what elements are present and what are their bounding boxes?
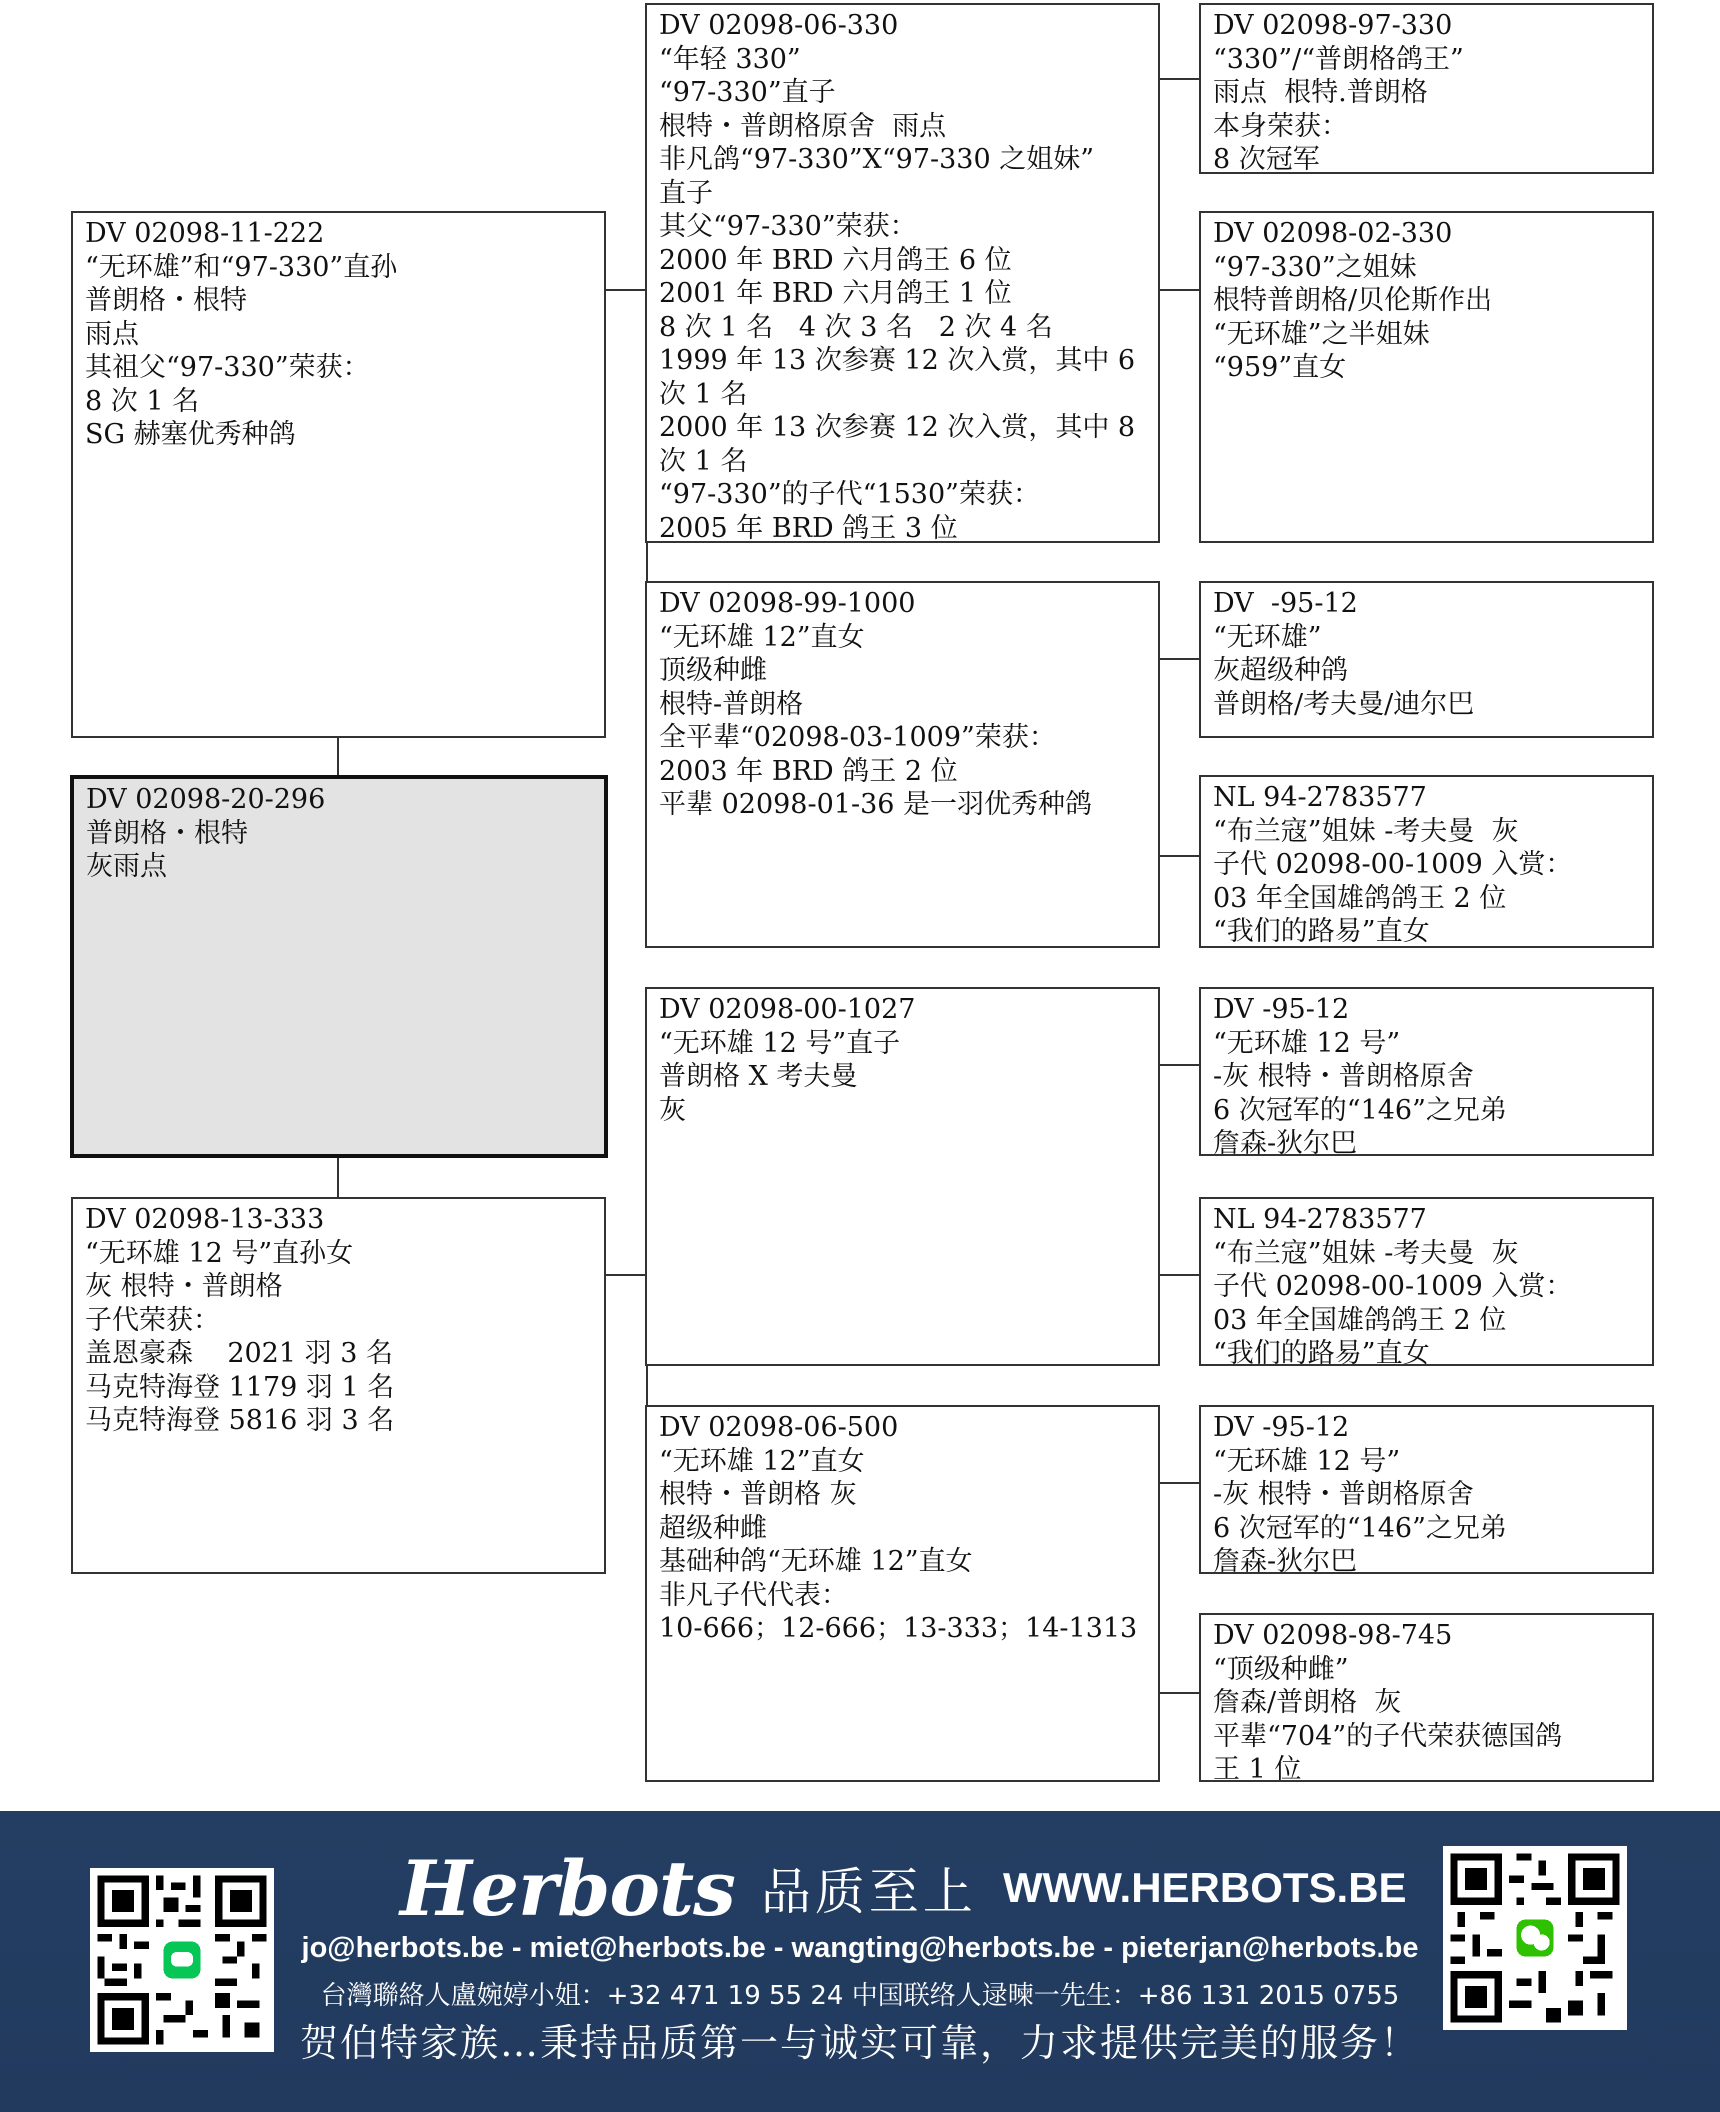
card-line: 直子 — [659, 177, 713, 209]
connector-line — [1158, 289, 1200, 291]
card-line: 子代 02098-00-1009 入赏： — [1213, 1271, 1573, 1302]
card-line: “无环雄 12 号” — [1213, 1445, 1401, 1477]
sds-card — [1199, 581, 1654, 738]
card-line: 次 1 名 — [659, 445, 748, 477]
card-line: 根特・普朗格原舍 雨点 — [659, 110, 947, 142]
card-line: 詹森-狄尔巴 — [1213, 1546, 1358, 1574]
card-line: 普朗格・根特 — [85, 285, 247, 316]
card-line: “布兰寇”姐妹 -考夫曼 灰 — [1213, 815, 1519, 847]
sire-card — [71, 211, 606, 738]
card-line: 次 1 名 — [659, 378, 748, 410]
herbots-logo: Herbots — [400, 1843, 735, 1933]
card-line: DV 02098-06-500 — [659, 1412, 899, 1443]
card-line: 2001 年 BRD 六月鸽王 1 位 — [659, 278, 1012, 309]
card-line: 其父“97-330”荣获： — [659, 211, 917, 242]
card-line: DV 02098-00-1027 — [659, 994, 916, 1025]
card-line: NL 94-2783577 — [1213, 1204, 1427, 1235]
card-line: “无环雄”和“97-330”直孙 — [85, 251, 398, 283]
card-line: “无环雄 12 号”直子 — [659, 1027, 901, 1059]
card-line: “无环雄 12”直女 — [659, 621, 865, 653]
card-line: “我们的路易”直女 — [1213, 916, 1430, 947]
card-line: DV 02098-11-222 — [85, 218, 325, 249]
card-line: “97-330”的子代“1530”荣获： — [659, 479, 1040, 510]
dsd-card — [1199, 1197, 1654, 1366]
dss-card — [1199, 987, 1654, 1156]
dam-card — [71, 1197, 606, 1574]
brand-header — [400, 1843, 1407, 1933]
connector-line — [1158, 1692, 1200, 1694]
card-line: DV 02098-99-1000 — [659, 588, 916, 619]
card-line: 盖恩豪森 2021 羽 3 名 — [85, 1338, 393, 1369]
card-line: DV 02098-20-296 — [86, 784, 326, 815]
card-line: “我们的路易”直女 — [1213, 1338, 1430, 1366]
sss-card — [1199, 3, 1654, 174]
card-line: 平辈 02098-01-36 是一羽优秀种鸽 — [659, 789, 1093, 820]
card-line: 灰 — [659, 1094, 686, 1126]
sire-dam-card — [645, 581, 1160, 948]
card-line: 雨点 根特.普朗格 — [1213, 77, 1428, 108]
card-line: 03 年全国雄鸽鸽王 2 位 — [1213, 1304, 1507, 1336]
card-line: “330”/“普朗格鸽王” — [1213, 43, 1464, 75]
card-line: 普朗格/考夫曼/迪尔巴 — [1213, 688, 1475, 720]
card-line: “959”直女 — [1213, 352, 1347, 383]
connector-line — [1158, 855, 1200, 857]
card-line: “无环雄”之半姐妹 — [1213, 318, 1430, 350]
card-line: 灰 根特・普朗格 — [85, 1271, 283, 1302]
card-line: 本身荣获： — [1213, 110, 1348, 142]
card-line: 灰超级种鸽 — [1213, 655, 1348, 686]
connector-line — [337, 737, 339, 777]
dds-card — [1199, 1405, 1654, 1574]
card-line: “顶级种雌” — [1213, 1653, 1349, 1685]
connector-line — [337, 1156, 339, 1198]
connector-line — [605, 289, 647, 291]
card-line: DV -95-12 — [1213, 994, 1350, 1025]
card-line: 6 次冠军的“146”之兄弟 — [1213, 1512, 1507, 1544]
card-line: 2000 年 13 次参赛 12 次入赏，其中 8 — [659, 412, 1136, 443]
card-line: 詹森/普朗格 灰 — [1213, 1687, 1402, 1718]
contact-phones: 台灣聯絡人盧婉婷小姐：+32 471 19 55 24 中国联络人逯暕一先生：+86 131 2015 0755 — [320, 1981, 1400, 2011]
connector-line — [1158, 1274, 1200, 1276]
footer-tagline: 贺伯特家族…秉持品质第一与诚实可靠，力求提供完美的服务！ — [299, 2021, 1420, 2065]
connector-line — [1158, 1482, 1200, 1484]
card-line: 子代 02098-00-1009 入赏： — [1213, 849, 1573, 880]
card-line: 超级种雌 — [659, 1512, 767, 1544]
card-line: 10-666；12-666；13-333；14-1313 — [659, 1613, 1138, 1644]
dam-dam-card — [645, 1405, 1160, 1782]
card-line: “无环雄 12 号”直孙女 — [85, 1237, 354, 1269]
card-line: 全平辈“02098-03-1009”荣获： — [659, 722, 1056, 753]
connector-line — [1158, 78, 1200, 80]
card-line: DV -95-12 — [1213, 588, 1358, 619]
card-line: 平辈“704”的子代荣获德国鸽 — [1213, 1720, 1563, 1752]
card-line: DV 02098-06-330 — [659, 10, 899, 41]
card-line: 其祖父“97-330”荣获： — [85, 352, 370, 383]
card-line: 雨点 — [85, 318, 139, 350]
card-line: 普朗格 X 考夫曼 — [659, 1061, 858, 1092]
card-line: 8 次 1 名 4 次 3 名 2 次 4 名 — [659, 311, 1053, 343]
website-link[interactable]: WWW.HERBOTS.BE — [1002, 1864, 1407, 1911]
connector-line — [1158, 658, 1200, 660]
card-line: 根特普朗格/贝伦斯作出 — [1213, 285, 1493, 316]
connector-line — [1158, 1064, 1200, 1066]
card-line: 2003 年 BRD 鸽王 2 位 — [659, 755, 958, 787]
card-line: 根特・普朗格 灰 — [659, 1479, 857, 1510]
card-line: -灰 根特・普朗格原舍 — [1213, 1061, 1474, 1092]
brand-slogan: 品质至上 — [760, 1863, 977, 1921]
card-line: 1999 年 13 次参赛 12 次入赏，其中 6 — [659, 345, 1136, 376]
card-line: SG 赫塞优秀种鸽 — [85, 419, 296, 450]
ddd-card — [1199, 1613, 1654, 1782]
card-line: 2000 年 BRD 六月鸽王 6 位 — [659, 244, 1012, 276]
card-line: 子代荣获： — [85, 1304, 220, 1336]
card-line: “无环雄 12”直女 — [659, 1445, 865, 1477]
card-line: 03 年全国雄鸽鸽王 2 位 — [1213, 882, 1507, 914]
card-line: 非凡鸽“97-330”X“97-330 之姐妹” — [659, 144, 1095, 175]
card-line: 6 次冠军的“146”之兄弟 — [1213, 1094, 1507, 1126]
card-line: NL 94-2783577 — [1213, 782, 1427, 813]
card-line: DV 02098-98-745 — [1213, 1620, 1453, 1651]
card-line: DV -95-12 — [1213, 1412, 1350, 1443]
contact-emails[interactable]: jo@herbots.be - miet@herbots.be - wangting@herbots.be - pieterjan@herbots.be — [301, 1932, 1419, 1964]
card-line: “布兰寇”姐妹 -考夫曼 灰 — [1213, 1237, 1519, 1269]
connector-line — [605, 1274, 647, 1276]
card-line: 詹森-狄尔巴 — [1213, 1128, 1358, 1156]
card-line: 根特-普朗格 — [659, 688, 804, 720]
card-line: “年轻 330” — [659, 43, 801, 75]
card-line: 基础种鸽“无环雄 12”直女 — [659, 1546, 973, 1577]
card-line: “无环雄” — [1213, 621, 1322, 653]
card-line: DV 02098-13-333 — [85, 1204, 325, 1235]
sire-sire-card — [645, 3, 1160, 543]
card-line: 灰雨点 — [86, 851, 167, 882]
card-line: 王 1 位 — [1213, 1754, 1302, 1782]
card-line: 顶级种雌 — [659, 655, 767, 686]
card-line: 2005 年 BRD 鸽王 3 位 — [659, 512, 958, 543]
card-line: “无环雄 12 号” — [1213, 1027, 1401, 1059]
dam-sire-card — [645, 987, 1160, 1366]
card-line: 非凡子代代表： — [659, 1579, 848, 1611]
card-line: 普朗格・根特 — [86, 817, 248, 849]
card-line: 8 次冠军 — [1213, 144, 1320, 174]
card-line: 马克特海登 5816 羽 3 名 — [85, 1405, 395, 1436]
card-line: -灰 根特・普朗格原舍 — [1213, 1479, 1474, 1510]
subject-card — [70, 775, 608, 1158]
card-line: DV 02098-02-330 — [1213, 218, 1453, 249]
card-line: 8 次 1 名 — [85, 385, 200, 417]
card-line: DV 02098-97-330 — [1213, 10, 1453, 41]
sdd-card — [1199, 775, 1654, 948]
card-line: 马克特海登 1179 羽 1 名 — [85, 1371, 395, 1403]
ssd-card — [1199, 211, 1654, 543]
card-line: “97-330”直子 — [659, 77, 836, 108]
card-line: “97-330”之姐妹 — [1213, 251, 1417, 283]
